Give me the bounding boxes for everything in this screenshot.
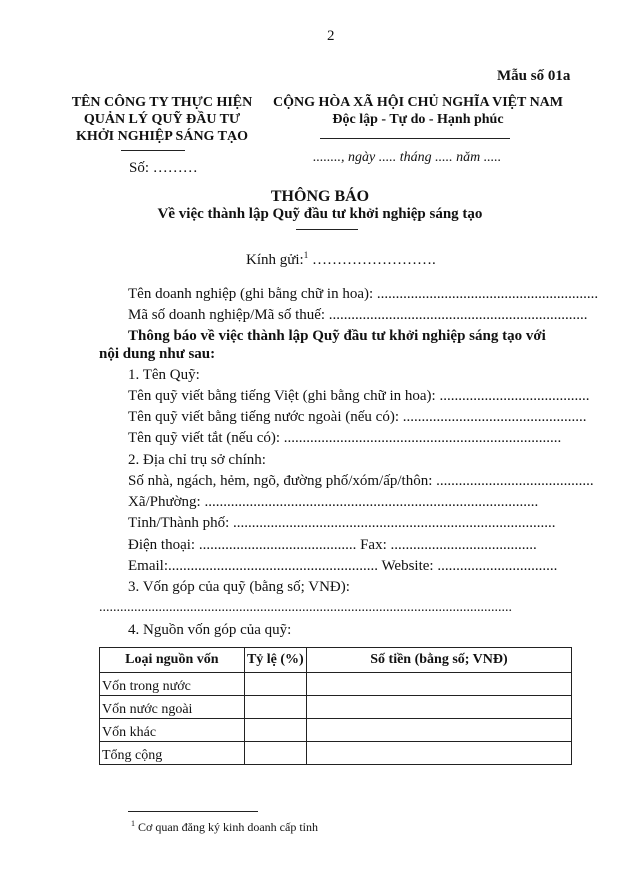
- cell-ratio: [244, 696, 306, 719]
- section-2-heading: 2. Địa chỉ trụ sở chính:: [128, 452, 266, 468]
- agency-line-3: KHỞI NGHIỆP SÁNG TẠO: [75, 129, 249, 144]
- table-row: [100, 742, 572, 765]
- address-street: Số nhà, ngách, hẻm, ngõ, đường phố/xóm/ấp/thôn: ..........................................: [128, 473, 594, 489]
- motto-underline: [320, 138, 510, 139]
- subtitle-underline: [296, 229, 358, 230]
- phone-fax-line: Điện thoại: .......................................... Fax: .......................................: [128, 537, 537, 553]
- email-website-line: Email:........................................................ Website: ................................: [128, 558, 558, 574]
- section-4-heading: 4. Nguồn vốn góp của quỹ:: [128, 622, 292, 638]
- form-code: Mẫu số 01a: [497, 68, 571, 84]
- footnote-ref: 1: [303, 250, 309, 260]
- agency-line-1: TÊN CÔNG TY THỰC HIỆN: [71, 95, 253, 110]
- cell-amount: [306, 742, 571, 765]
- nation-header: [268, 95, 568, 128]
- agency-line-2: QUẢN LÝ QUỸ ĐẦU TƯ: [83, 112, 241, 127]
- cell-amount: [306, 719, 571, 742]
- header-source-type: Loại nguồn vốn: [100, 648, 245, 673]
- document-number: Số: ………: [129, 160, 198, 176]
- intro-line-2: nội dung như sau:: [99, 346, 216, 362]
- fund-name-abbrev: Tên quỹ viết tắt (nếu có): ..........................................................................: [128, 430, 562, 446]
- cell-ratio: [244, 719, 306, 742]
- footnote-text: Cơ quan đăng ký kinh doanh cấp tỉnh: [135, 820, 318, 834]
- header-ratio: Tỷ lệ (%): [244, 648, 306, 673]
- cell-amount: [306, 673, 571, 696]
- addressee-label: Kính gửi:: [246, 252, 304, 268]
- footnote-mark: 1: [131, 819, 135, 828]
- date-line: ........, ngày ..... tháng ..... năm .....: [313, 150, 502, 165]
- tax-code-line: Mã số doanh nghiệp/Mã số thuế: .....................................................................: [128, 307, 588, 323]
- section-3-heading: 3. Vốn góp của quỹ (bằng số; VNĐ):: [128, 579, 350, 595]
- header-amount: Số tiền (bằng số; VNĐ): [306, 648, 571, 673]
- addressee-dots: …………………….: [308, 252, 436, 268]
- cell-amount: [306, 696, 571, 719]
- address-province: Tỉnh/Thành phố: ......................................................................................: [128, 515, 556, 531]
- table-row: [100, 673, 572, 696]
- notice-subtitle: Về việc thành lập Quỹ đầu tư khởi nghiệp sáng tạo: [157, 206, 483, 222]
- capital-source-table: [99, 647, 572, 765]
- notice-title: THÔNG BÁO: [270, 188, 370, 205]
- address-ward: Xã/Phường: .........................................................................................: [128, 494, 539, 510]
- nation-motto: Độc lập - Tự do - Hạnh phúc: [332, 112, 504, 127]
- page-number: 2: [327, 28, 335, 44]
- agency-header: [62, 95, 262, 145]
- fund-name-foreign: Tên quỹ viết bằng tiếng nước ngoài (nếu có): .................................................: [128, 409, 587, 425]
- cell-ratio: [244, 742, 306, 765]
- row-label-foreign: Vốn nước ngoài: [100, 696, 245, 719]
- row-label-total: Tổng cộng: [100, 742, 245, 765]
- row-label-domestic: Vốn trong nước: [100, 673, 245, 696]
- table-header-row: [100, 648, 572, 673]
- company-name-line: Tên doanh nghiệp (ghi bằng chữ in hoa): ...........................................................: [128, 286, 599, 302]
- cell-ratio: [244, 673, 306, 696]
- nation-title: CỘNG HÒA XÃ HỘI CHỦ NGHĨA VIỆT NAM: [272, 95, 563, 110]
- addressee: [246, 250, 436, 269]
- fund-name-vietnamese: Tên quỹ viết bằng tiếng Việt (ghi bằng chữ in hoa): ........................................: [128, 388, 590, 404]
- intro-line-1: Thông báo về việc thành lập Quỹ đầu tư khởi nghiệp sáng tạo với: [128, 328, 546, 344]
- footnote-divider: [128, 811, 258, 812]
- capital-dots-line: ......................................................................................................................: [99, 600, 512, 615]
- footnote: [131, 819, 318, 835]
- table-row: [100, 719, 572, 742]
- section-1-heading: 1. Tên Quỹ:: [128, 367, 200, 383]
- table-row: [100, 696, 572, 719]
- agency-divider: [121, 150, 185, 151]
- row-label-other: Vốn khác: [100, 719, 245, 742]
